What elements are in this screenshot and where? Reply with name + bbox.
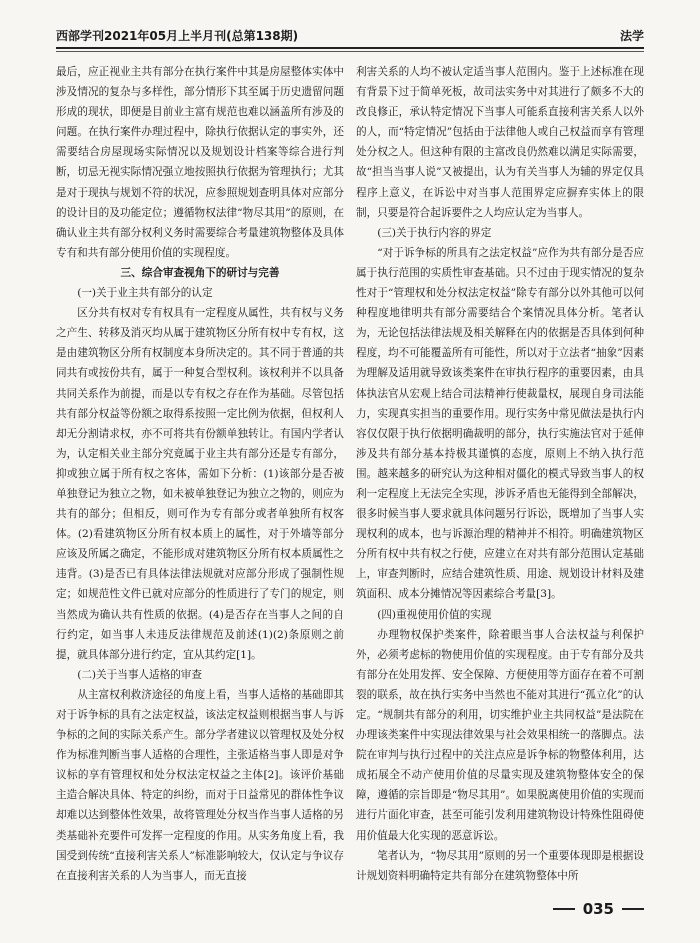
section-label: 法学 xyxy=(619,29,644,43)
subsection-heading: (四)重视使用价值的实现 xyxy=(377,608,492,621)
right-column xyxy=(356,62,644,882)
page-footer xyxy=(553,900,644,918)
left-column xyxy=(56,62,344,882)
subsection-heading: (三)关于执行内容的界定 xyxy=(377,226,492,239)
header-rule-thin xyxy=(56,51,644,52)
subsection-heading: (一)关于业主共有部分的认定 xyxy=(77,287,213,300)
body-paragraph: 笔者认为，“物尽其用”原则的另一个重要体现即是根据设计规划资料明确特定共有部分在建筑物整体中所 xyxy=(356,849,644,882)
body-paragraph: 最后，应正视业主共有部分在执行案件中其是房屋整体实体中涉及情况的复杂与多样性，部分情形下其至属于历史遗留问题形成的现状，即便是目前业主富有规范也难以涵盖所有涉及的问题。在执行案件办理过程中，除执行依据认定的事实外，还需要结合房屋现场实际情况以及规划设计档案等综合进行判断，切忌无视实际情况强立地按照执行依据为管理执行；尤其是对于现执与规划不符的状况，应参照规划查明具体对应部分的设计目的及功能定位；遵循物权法律“物尽其用”的原则，在确认业主共有部分权利义务时需要综合考量建筑物整体及具体专有和共有部分使用价值的实现程度。 xyxy=(56,66,344,259)
body-paragraph: 区分共有权对专有权具有一定程度从属性，共有权与义务之产生、转移及消灭均从属于建筑物区分所有权中专有权，这是由建筑物区分所有权制度本身所决定的。其不同于普通的共同共有或按份共有，属于一种复合型权利。该权利并不以具备共同关系作为前提，而是以专有权之存在作为基础。尽管包括共有部分权益等份额之取得系按照一定比例为依据，但权利人却无分割请求权，亦不可将共有份额单独转让。有国内学者认为，认定相关业主部分究竟属于业主共有部分还是专有部分，抑或独立属于所有权之客体，需如下分析：(1)该部分是否被单独登记为独立之物，如未被单独登记为独立之物的，则应为共有的部分；但相反，则可作为专有部分或者单独所有权客体。(2)看建筑物区分所有权本质上的属性，对于外墙等部分应该及所属之确定，不能形成对建筑物区分所有权本质属性之违背。(3)是否已有具体法律法规就对应部分形成了强制性规定；如规范性文件已就对应部分的性质进行了专门的规定，则当然成为确认共有性质的依据。(4)是否存在当事人之间的自行约定，如当事人未违反法律规范及前述(1)(2)条原则之前提，就具体部分进行约定，宜从其约定[1]。 xyxy=(56,307,344,661)
footer-dash-right xyxy=(622,908,644,910)
body-paragraph: 办理物权保护类案件，除着眼当事人合法权益与利保护外，必须考虑标的物使用价值的实现程度。由于专有部分及共有部分在处用发挥、安全保障、方便使用等方面存在着不可割裂的联系，故在执行实务中当然也不能对其进行“孤立化”的认定。“规制共有部分的利用，切实维护业主共同权益”是法院在办理该类案件中实现法律效果与社会效果相统一的落脚点。法院在审判与执行过程中的关注点应是诉争标的物整体利用，达成拓展全不动产使用价值的尽量实现及建筑物整体安全的保障，遵循的宗旨即是“物尽其用”。如果脱离使用价值的实现而进行片面化审查，甚至可能引发利用建筑物设计特殊性阻碍使用价值最大化实现的恶意诉讼。 xyxy=(356,628,644,842)
body-paragraph: 利害关系的人均不被认定适当事人范围内。鉴于上述标准在现有背景下过于简单死板，故司法实务中对其进行了颇多不大的改良修正，承认特定情况下当事人可能系直接利害关系人以外的人，而“特定情况”包括由于法律他人或自己权益而享有管理处分权之人。但这种有限的主富改良仍然难以满足实际需要，故“担当当事人说”又被提出，认为有关当事人为辅的界定仅具程序上意义，在诉讼中对当事人范围界定应摒弃实体上的限制，只要是符合起诉要件之人均应认定为当事人。 xyxy=(356,66,644,219)
body-paragraph: 从主富权利救济途径的角度上看，当事人适格的基础即其对于诉争标的具有之法定权益，该法定权益则根据当事人与诉争标的之间的实际关系产生。部分学者建议以管理权及处分权作为标准判断当事人适格的合理性，主张适格当事人即是对争议标的享有管理权和处分权法定权益之主体[2]。该评价基础主造合解决具体、特定的纠纷，而对于日益常见的群体性争议却难以达到整体性效果，故将管理处分权当作当事人适格的另类基础补充要件可发挥一定程度的作用。从实务角度上看，我国受到传统“直接利害关系人”标准影响较大，仅认定与争议存在直接利害关系的人为当事人，而无直接 xyxy=(56,688,344,882)
body-paragraph: “对于诉争标的所具有之法定权益”应作为共有部分是否应属于执行范围的实质性审查基础。只不过由于现实情况的复杂性对于“管理权和处分权法定权益”除专有部分以外其他可以何种程度地律明共有部分需要结合个案情况具体分析。笔者认为，无论包括法律法规及相关解释在内的依据是否具体到何种程度，均不可能覆盖所有可能性，所以对于立法者“抽象”因素为理解及适用就导致该类案件在审执行程序的重要因素，由具体执法官从宏观上结合司法精神行使裁量权，展现自身司法能力，实现真实担当的重要作用。现行实务中常见做法是执行内容仅仅限于执行依据明确裁明的部分，执行实施法官对于延伸涉及共有部分基本持极其谨慎的态度，原则上不纳入执行范围。越来越多的研究认为这种相对僵化的模式导致当事人的权利一定程度上无法完全实现，涉诉矛盾也无能得到全部解决，很多时候当事人要求就具体问题另行诉讼，既增加了当事人实现权利的成本，也与诉源治理的精神并不相符。明确建筑物区分所有权中共有权之行使，应建立在对共有部分范围认定基础上，审查判断时，应结合建筑性质、用途、规划设计材料及建筑面积、成本分摊情况等因素综合考量[3]。 xyxy=(356,246,644,601)
subsection-heading: (二)关于当事人适格的审查 xyxy=(77,668,202,681)
running-header xyxy=(56,24,644,44)
section-heading: 三、综合审查视角下的研讨与完善 xyxy=(120,266,280,279)
journal-issue-title: 西部学刊2021年05月上半月刊(总第138期) xyxy=(56,29,299,43)
page-number: 035 xyxy=(582,900,614,918)
header-rule-thick xyxy=(56,47,644,49)
footer-dash-left xyxy=(553,908,575,910)
